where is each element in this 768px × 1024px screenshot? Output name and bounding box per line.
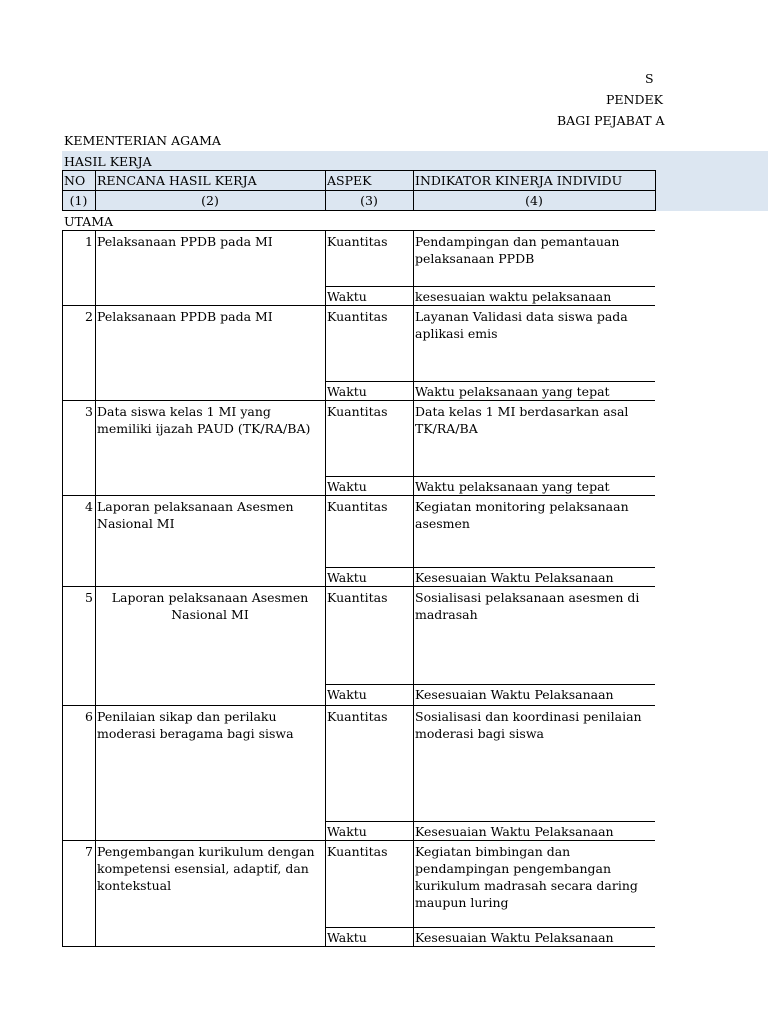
column-header-no: NO — [64, 173, 86, 188]
indikator-kuantitas: Sosialisasi pelaksanaan asesmen di madrasah — [415, 590, 640, 622]
indikator-kuantitas: Kegiatan monitoring pelaksanaan asesmen — [415, 499, 629, 531]
section-label: HASIL KERJA — [64, 154, 152, 169]
aspek-waktu: Waktu — [327, 824, 367, 839]
row-border — [62, 495, 655, 496]
aspek-kuantitas: Kuantitas — [327, 844, 388, 859]
header-line-2: PENDEK — [606, 92, 663, 107]
row-number: 7 — [85, 844, 93, 859]
column-border — [325, 170, 326, 211]
column-border — [62, 230, 63, 947]
aspek-kuantitas: Kuantitas — [327, 404, 388, 419]
header-line-3: BAGI PEJABAT A — [557, 113, 665, 128]
aspek-kuantitas: Kuantitas — [327, 309, 388, 324]
row-border — [62, 946, 655, 947]
row-border — [62, 210, 655, 211]
rencana-hasil-kerja: Laporan pelaksanaan Asesmen Nasional MI — [97, 499, 294, 531]
indikator-kuantitas: Data kelas 1 MI berdasarkan asal TK/RA/BA — [415, 404, 629, 436]
indikator-waktu: Kesesuaian Waktu Pelaksanaan — [415, 570, 614, 585]
rencana-hasil-kerja: Pelaksanaan PPDB pada MI — [97, 309, 273, 324]
column-header-aspek: ASPEK — [327, 173, 372, 188]
rencana-hasil-kerja: Pelaksanaan PPDB pada MI — [97, 234, 273, 249]
indikator-waktu: Kesesuaian Waktu Pelaksanaan — [415, 824, 614, 839]
row-border — [62, 586, 655, 587]
column-border — [325, 230, 326, 947]
column-number: (3) — [360, 193, 378, 208]
rencana-hasil-kerja: Data siswa kelas 1 MI yang memiliki ijazah PAUD (TK/RA/BA) — [97, 404, 311, 436]
column-header-indikator: INDIKATOR KINERJA INDIVIDU — [415, 173, 623, 188]
group-label: UTAMA — [64, 214, 114, 229]
row-border — [62, 305, 655, 306]
column-number: (1) — [69, 193, 88, 208]
column-border — [655, 170, 656, 211]
indikator-kuantitas: Pendampingan dan pemantauan pelaksanaan PPDB — [415, 234, 620, 266]
indikator-waktu: Kesesuaian Waktu Pelaksanaan — [415, 687, 614, 702]
indikator-kuantitas: Kegiatan bimbingan dan pendampingan pengembangan kurikulum madrasah secara daring maupun luring — [415, 844, 638, 910]
aspek-kuantitas: Kuantitas — [327, 234, 388, 249]
row-number: 3 — [85, 404, 93, 419]
header-line-1: S — [645, 71, 654, 86]
row-border — [62, 230, 655, 231]
column-border — [95, 230, 96, 947]
row-border — [62, 840, 655, 841]
column-border — [95, 170, 96, 211]
rencana-hasil-kerja: Laporan pelaksanaan Asesmen Nasional MI — [111, 590, 309, 622]
column-border — [413, 170, 414, 211]
row-number: 4 — [85, 499, 93, 514]
row-number: 1 — [85, 234, 93, 249]
aspek-kuantitas: Kuantitas — [327, 709, 388, 724]
row-number: 6 — [85, 709, 93, 724]
row-number: 5 — [85, 590, 93, 605]
column-border — [62, 170, 63, 211]
aspek-waktu: Waktu — [327, 930, 367, 945]
aspek-waktu: Waktu — [327, 687, 367, 702]
indikator-kuantitas: Sosialisasi dan koordinasi penilaian moderasi bagi siswa — [415, 709, 642, 741]
rencana-hasil-kerja: Penilaian sikap dan perilaku moderasi beragama bagi siswa — [97, 709, 294, 741]
column-header-rencana: RENCANA HASIL KERJA — [97, 173, 257, 188]
row-number: 2 — [85, 309, 93, 324]
aspek-waktu: Waktu — [327, 570, 367, 585]
column-number: (4) — [525, 193, 543, 208]
aspek-waktu: Waktu — [327, 384, 367, 399]
organization-name: KEMENTERIAN AGAMA — [64, 133, 221, 148]
row-border — [62, 705, 655, 706]
aspek-kuantitas: Kuantitas — [327, 590, 388, 605]
indikator-waktu: Waktu pelaksanaan yang tepat — [415, 479, 610, 494]
indikator-waktu: Waktu pelaksanaan yang tepat — [415, 384, 610, 399]
indikator-waktu: Kesesuaian Waktu Pelaksanaan — [415, 930, 614, 945]
column-number: (2) — [201, 193, 219, 208]
row-border — [62, 400, 655, 401]
indikator-waktu: kesesuaian waktu pelaksanaan — [415, 289, 612, 304]
aspek-waktu: Waktu — [327, 479, 367, 494]
rencana-hasil-kerja: Pengembangan kurikulum dengan kompetensi esensial, adaptif, dan kontekstual — [97, 844, 315, 893]
indikator-kuantitas: Layanan Validasi data siswa pada aplikasi emis — [415, 309, 628, 341]
aspek-waktu: Waktu — [327, 289, 367, 304]
aspek-kuantitas: Kuantitas — [327, 499, 388, 514]
column-border — [413, 230, 414, 947]
